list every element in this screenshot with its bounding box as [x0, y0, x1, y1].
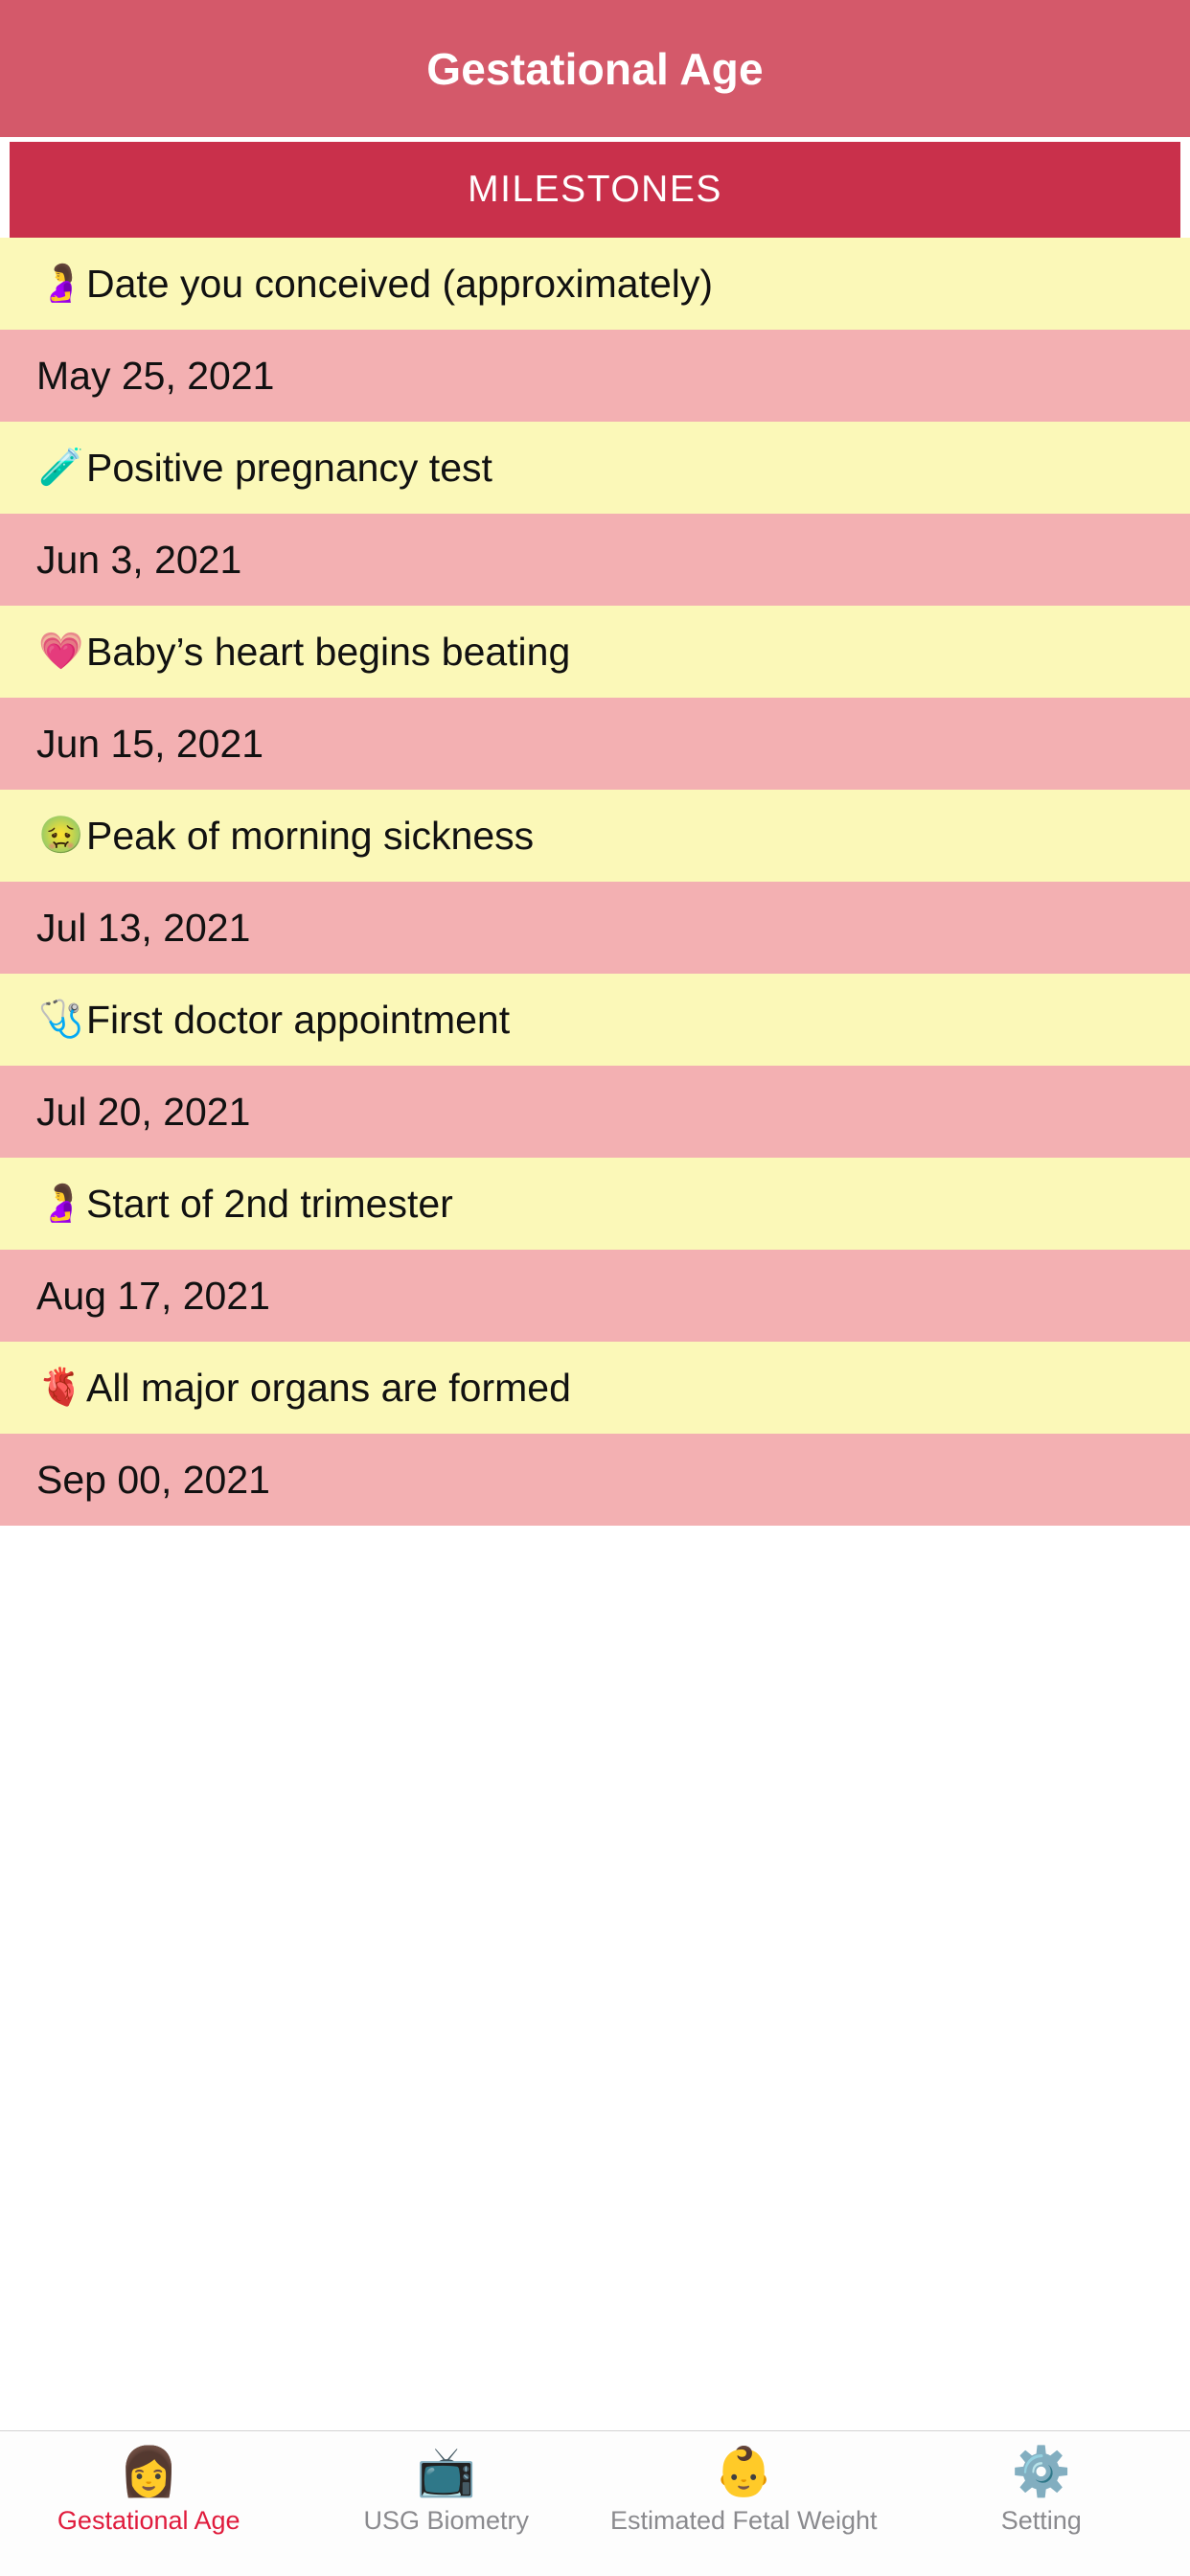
- milestone-date: May 25, 2021: [36, 353, 275, 398]
- milestone-value-row[interactable]: [0, 882, 1190, 974]
- milestone-date: Aug 17, 2021: [36, 1273, 270, 1318]
- tab-gestational-age[interactable]: [0, 2445, 298, 2536]
- tab-label: Estimated Fetal Weight: [609, 2506, 878, 2535]
- usg-biometry-icon: 📺: [416, 2445, 476, 2498]
- milestone-label: Date you conceived (approximately): [86, 261, 714, 306]
- doctor-appointment-icon: 🩺: [38, 1000, 84, 1040]
- milestones-section-header: [10, 142, 1180, 238]
- milestone-date: Jul 13, 2021: [36, 905, 251, 950]
- page-title: Gestational Age: [426, 43, 764, 94]
- section-header-wrap: [0, 137, 1190, 238]
- milestone-label-row[interactable]: [0, 974, 1190, 1066]
- milestone-value-row[interactable]: [0, 1066, 1190, 1158]
- section-header-label: MILESTONES: [468, 169, 722, 210]
- milestone-label-row[interactable]: [0, 238, 1190, 330]
- milestone-date: Jun 15, 2021: [36, 721, 264, 766]
- tab-label: Setting: [1000, 2506, 1082, 2535]
- milestone-label-row[interactable]: [0, 606, 1190, 698]
- title-bar: [0, 0, 1190, 137]
- pregnancy-test-icon: 🧪: [38, 448, 84, 488]
- pregnant-woman-icon: 🤰: [38, 264, 84, 304]
- milestone-value-row[interactable]: [0, 1250, 1190, 1342]
- organs-formed-icon: 🫀: [38, 1368, 84, 1408]
- tab-estimated-fetal-weight[interactable]: [595, 2445, 893, 2536]
- heartbeat-icon: 💗: [38, 632, 84, 672]
- milestone-label: All major organs are formed: [86, 1365, 571, 1410]
- milestone-value-row[interactable]: [0, 330, 1190, 422]
- milestone-date: Jun 3, 2021: [36, 537, 242, 582]
- gestational-age-icon: 👩: [119, 2445, 179, 2498]
- tab-setting[interactable]: [893, 2445, 1190, 2536]
- tab-label: USG Biometry: [363, 2506, 530, 2535]
- milestone-label: Peak of morning sickness: [86, 813, 535, 858]
- milestone-date: Jul 20, 2021: [36, 1089, 251, 1134]
- milestone-value-row[interactable]: [0, 698, 1190, 790]
- milestones-list[interactable]: [0, 238, 1190, 2430]
- milestone-label-row[interactable]: [0, 422, 1190, 514]
- bottom-tab-bar[interactable]: [0, 2430, 1190, 2576]
- morning-sickness-icon: 🤢: [38, 816, 84, 856]
- gear-icon: ⚙️: [1011, 2445, 1071, 2498]
- milestone-date: Sep 00, 2021: [36, 1457, 270, 1502]
- milestone-value-row[interactable]: [0, 1434, 1190, 1526]
- milestone-label-row[interactable]: [0, 1342, 1190, 1434]
- milestone-label-row[interactable]: [0, 1158, 1190, 1250]
- milestone-value-row[interactable]: [0, 514, 1190, 606]
- fetal-weight-icon: 👶: [714, 2445, 774, 2498]
- milestone-label-row[interactable]: [0, 790, 1190, 882]
- second-trimester-icon: 🤰: [38, 1184, 84, 1224]
- milestone-label: Positive pregnancy test: [86, 445, 492, 490]
- milestone-label: First doctor appointment: [86, 997, 511, 1042]
- milestone-label: Start of 2nd trimester: [86, 1181, 453, 1226]
- milestone-label: Baby’s heart begins beating: [86, 629, 571, 674]
- tab-usg-biometry[interactable]: [298, 2445, 596, 2536]
- tab-label: Gestational Age: [57, 2506, 240, 2535]
